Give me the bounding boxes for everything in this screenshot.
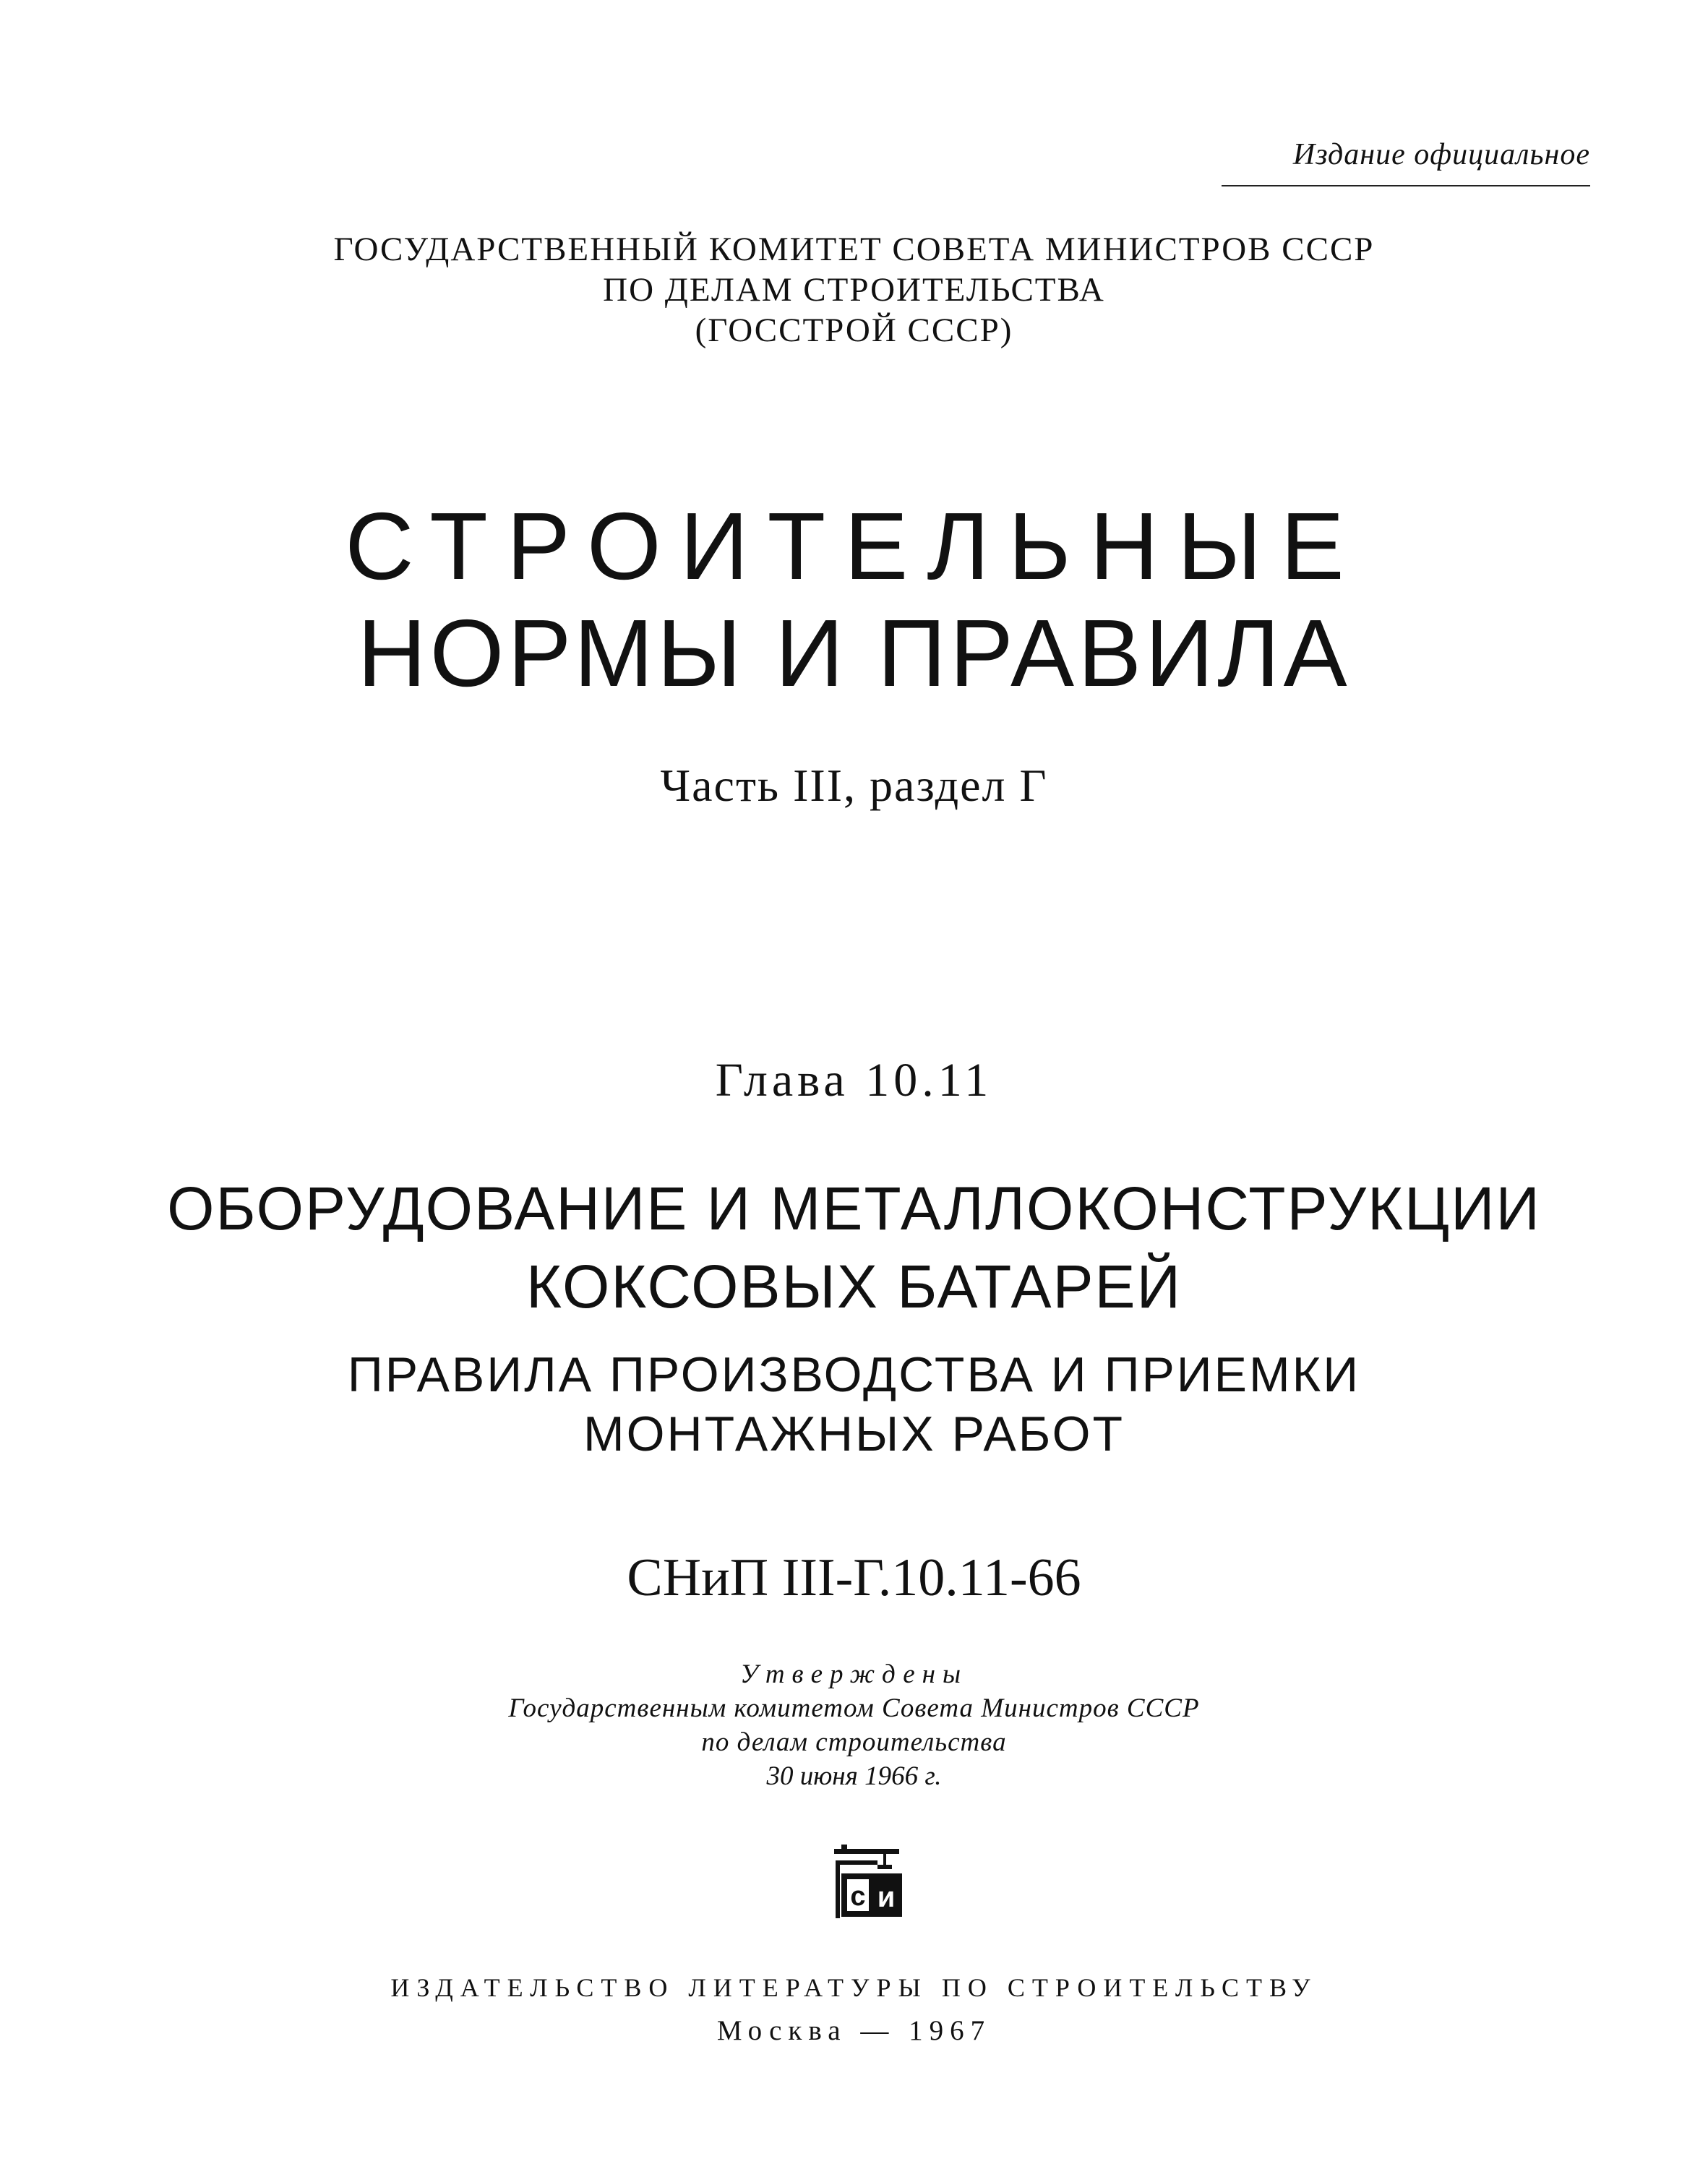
part-section: Часть III, раздел Г: [660, 760, 1048, 811]
official-edition-mark: [1222, 137, 1590, 188]
heading-line-1: ОБОРУДОВАНИЕ И МЕТАЛЛОКОНСТРУКЦИИ: [167, 1175, 1541, 1242]
agency-line-1: ГОСУДАРСТВЕННЫЙ КОМИТЕТ СОВЕТА МИНИСТРОВ СССР: [333, 231, 1375, 268]
heading-line-2: КОКСОВЫХ БАТАРЕЙ: [526, 1253, 1182, 1321]
title-line-1: СТРОИТЕЛЬНЫЕ: [345, 493, 1363, 599]
subheading-line-2: МОНТАЖНЫХ РАБОТ: [583, 1407, 1125, 1461]
subheading-line-1: ПРАВИЛА ПРОИЗВОДСТВА И ПРИЕМКИ: [347, 1347, 1361, 1402]
publisher-name: ИЗДАТЕЛЬСТВО ЛИТЕРАТУРЫ ПО СТРОИТЕЛЬСТВУ: [390, 1973, 1318, 2002]
publisher-city-year: Москва — 1967: [716, 2015, 992, 2046]
title-line-2: НОРМЫ И ПРАВИЛА: [357, 600, 1351, 706]
approval-line-2: Государственным комитетом Совета Министров СССР: [508, 1693, 1200, 1723]
official-edition-underline: [1222, 185, 1590, 186]
chapter-number: Глава 10.11: [715, 1054, 993, 1107]
approval-date: 30 июня 1966 г.: [766, 1761, 942, 1791]
svg-text:и: и: [877, 1881, 896, 1913]
agency-line-2: ПО ДЕЛАМ СТРОИТЕЛЬСТВА: [603, 271, 1105, 309]
official-edition-label: Издание официальное: [1292, 138, 1590, 171]
agency-line-3: (ГОССТРОЙ СССР): [695, 312, 1013, 349]
approval-line-3: по делам строительства: [701, 1727, 1007, 1757]
svg-text:с: с: [850, 1881, 866, 1912]
publisher-emblem-icon: [827, 1843, 906, 1923]
approval-line-1: Утверждены: [739, 1659, 969, 1689]
snip-code: СНиП III-Г.10.11-66: [627, 1548, 1081, 1607]
